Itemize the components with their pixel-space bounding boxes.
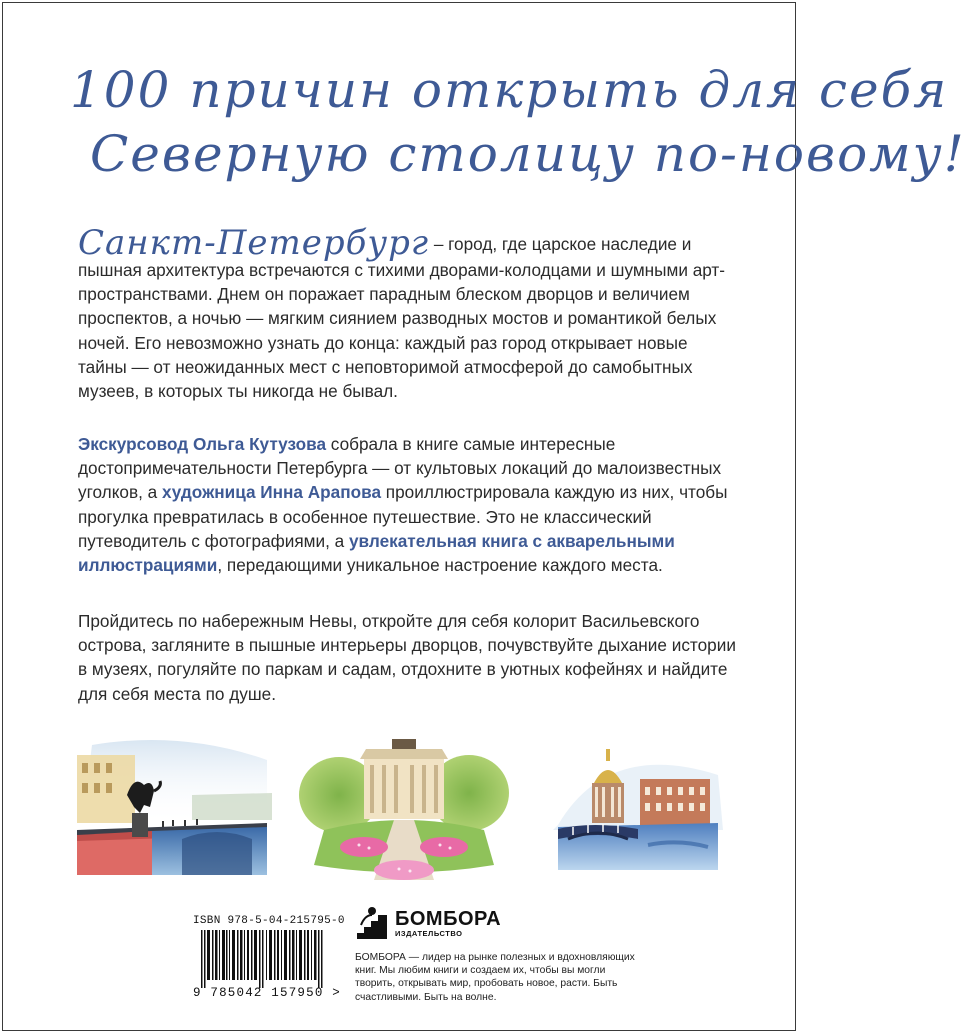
artist-highlight: художница Инна Арапова	[161, 482, 382, 503]
authors-text-3: , передающими уникальное настроение каждого места.	[217, 555, 663, 576]
publisher-description: БОМБОРА — лидер на рынке полезных и вдохновляющих книг. Мы любим книги и создаем их, чтобы вы могли творить, открывать мир, пробовать новое, расти. Быть счастливыми. Быть на волне.	[355, 952, 635, 1003]
bridge-horse-statue-illustration	[72, 735, 272, 880]
headline	[70, 58, 966, 186]
publisher-name: БОМБОРА	[395, 907, 502, 930]
publisher-block	[355, 905, 645, 1004]
isbn-text: ISBN 978-5-04-215795-0	[193, 915, 345, 927]
paragraph-authors	[78, 432, 738, 577]
author-highlight: Экскурсовод Ольга Кутузова	[78, 434, 327, 454]
authors-text-1: собрала в книге самые интересные достопримечательности Петербурга — от культовых локаций до малоизвестных уголков, а	[78, 434, 722, 503]
headline-line-2: Северную столицу по-новому!	[90, 125, 966, 183]
barcode-block	[193, 915, 345, 1001]
barcode-number: 9 785042 157950 >	[193, 986, 341, 1000]
intro-text: – город, где царское наследие и пышная архитектура встречаются с тихими дворами-колодцами и шумными арт-пространствами. Днем он поражает парадным блеском дворцов и величием проспектов, а ночью — мягким сиянием разводных мостов и романтикой белых ночей. Его невозможно узнать до конца: каждый раз город открывает новые тайны — от неожиданных мест с неповторимой атмосферой до самобытных музеев, в которых ты никогда не бывал.	[78, 234, 726, 402]
paragraph-invite: Пройдитесь по набережным Невы, откройте для себя колорит Васильевского острова, загляните в пышные интерьеры дворцов, почувствуйте дыхание истории в музеях, погуляйте по паркам и садам, отдохните в уютных кофейнях и найдите для себя места по душе.	[78, 611, 736, 704]
theater-garden-illustration	[304, 735, 504, 890]
cathedral-bridge-illustration	[548, 735, 728, 875]
publisher-subtitle: ИЗДАТЕЛЬСТВО	[395, 928, 463, 938]
headline-line-1: 100 причин открыть для себя	[70, 61, 949, 119]
publisher-logo	[355, 905, 645, 941]
city-name-lead: Санкт-Петербург	[78, 223, 430, 263]
paragraph-intro	[78, 223, 738, 403]
authors-text-2: проиллюстрировала каждую из них, чтобы прогулка превратилась в особенное путешествие. Это не классический путеводитель с фотографиями, а	[78, 482, 728, 551]
bombora-stairs-icon	[355, 905, 389, 941]
book-highlight: увлекательная книга с акварельными иллюстрациями	[78, 530, 675, 576]
barcode-icon	[193, 930, 333, 988]
